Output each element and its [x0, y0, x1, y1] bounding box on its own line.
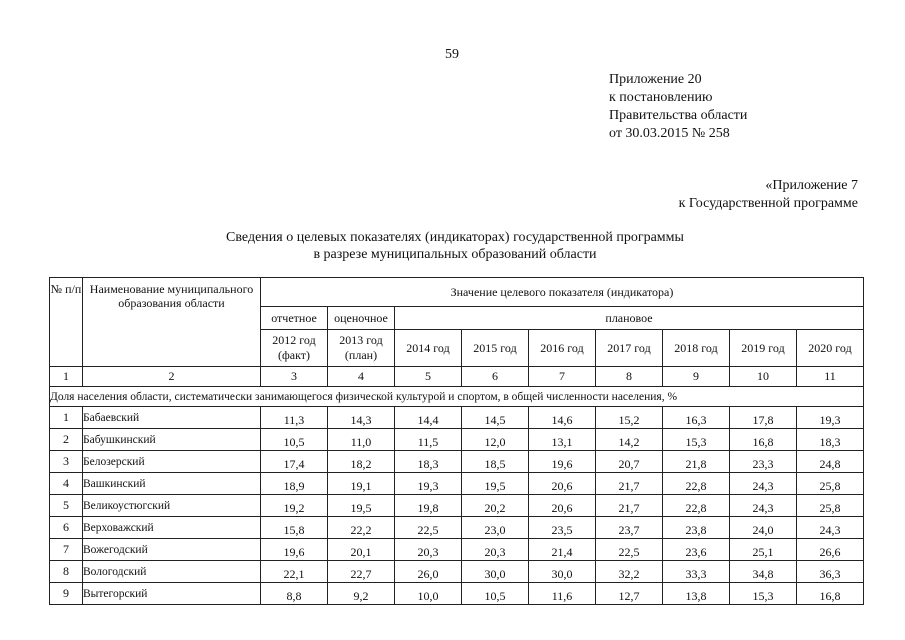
indicator-value: 14,5 — [462, 407, 529, 429]
header-year: 2013 год (план) — [328, 330, 395, 367]
indicator-value: 18,5 — [462, 451, 529, 473]
indicator-value: 25,1 — [730, 539, 797, 561]
indicator-value: 15,2 — [596, 407, 663, 429]
column-number-cell: 6 — [462, 367, 529, 387]
indicator-value: 22,1 — [261, 561, 328, 583]
appendix-line: Приложение 20 — [609, 72, 702, 87]
indicator-value: 10,5 — [462, 583, 529, 605]
indicator-value: 11,3 — [261, 407, 328, 429]
indicator-value: 14,6 — [529, 407, 596, 429]
section-title: Доля населения области, систематически занимающегося физической культурой и спортом, в общей численности населения, % — [50, 387, 864, 407]
indicator-value: 8,8 — [261, 583, 328, 605]
table-row — [50, 517, 864, 539]
indicator-value: 23,6 — [663, 539, 730, 561]
appendix7-line: к Государственной программе — [678, 196, 858, 211]
indicator-value: 26,6 — [797, 539, 864, 561]
indicator-value: 19,6 — [529, 451, 596, 473]
indicator-value: 14,4 — [395, 407, 462, 429]
table-row — [50, 407, 864, 429]
indicator-value: 21,8 — [663, 451, 730, 473]
indicator-value: 34,8 — [730, 561, 797, 583]
header-year: 2012 год (факт) — [261, 330, 328, 367]
indicator-value: 21,4 — [529, 539, 596, 561]
indicator-value: 23,3 — [730, 451, 797, 473]
indicator-value: 19,5 — [462, 473, 529, 495]
column-number-cell: 1 — [50, 367, 83, 387]
indicator-value: 14,2 — [596, 429, 663, 451]
municipality-name: Вашкинский — [83, 473, 261, 495]
indicator-value: 24,8 — [797, 451, 864, 473]
indicator-value: 23,8 — [663, 517, 730, 539]
header-estimated: оценочное — [328, 307, 395, 330]
header-value-group: Значение целевого показателя (индикатора) — [261, 278, 864, 307]
indicator-value: 20,1 — [328, 539, 395, 561]
indicator-value: 15,3 — [663, 429, 730, 451]
indicator-value: 17,8 — [730, 407, 797, 429]
row-number: 8 — [50, 561, 83, 583]
header-year: 2018 год — [663, 330, 730, 367]
indicator-value: 18,9 — [261, 473, 328, 495]
indicator-value: 22,8 — [663, 495, 730, 517]
indicator-value: 11,5 — [395, 429, 462, 451]
indicator-value: 24,3 — [730, 495, 797, 517]
municipality-name: Великоустюгский — [83, 495, 261, 517]
row-number: 1 — [50, 407, 83, 429]
municipality-name: Верховажский — [83, 517, 261, 539]
appendix-block — [609, 71, 747, 143]
column-number-cell: 3 — [261, 367, 328, 387]
indicator-value: 30,0 — [529, 561, 596, 583]
column-number-cell: 9 — [663, 367, 730, 387]
municipality-name: Бабаевский — [83, 407, 261, 429]
document-title — [180, 229, 730, 263]
indicator-value: 36,3 — [797, 561, 864, 583]
indicator-value: 13,8 — [663, 583, 730, 605]
municipality-name: Белозерский — [83, 451, 261, 473]
indicator-value: 21,7 — [596, 495, 663, 517]
municipality-name: Вологодский — [83, 561, 261, 583]
header-num: № п/п — [50, 278, 83, 367]
table-row — [50, 539, 864, 561]
row-number: 6 — [50, 517, 83, 539]
indicator-value: 18,3 — [395, 451, 462, 473]
indicator-value: 26,0 — [395, 561, 462, 583]
indicator-value: 19,6 — [261, 539, 328, 561]
table-row — [50, 495, 864, 517]
column-number-cell: 10 — [730, 367, 797, 387]
table-row — [50, 473, 864, 495]
indicator-value: 23,7 — [596, 517, 663, 539]
row-number: 4 — [50, 473, 83, 495]
column-number-cell: 8 — [596, 367, 663, 387]
indicator-value: 11,6 — [529, 583, 596, 605]
indicator-value: 16,8 — [730, 429, 797, 451]
indicator-value: 24,3 — [730, 473, 797, 495]
indicator-value: 11,0 — [328, 429, 395, 451]
indicator-value: 14,3 — [328, 407, 395, 429]
appendix7-line: «Приложение 7 — [765, 178, 858, 193]
indicator-value: 17,4 — [261, 451, 328, 473]
appendix7-block — [679, 177, 858, 213]
column-number-cell: 5 — [395, 367, 462, 387]
municipality-name: Бабушкинский — [83, 429, 261, 451]
municipality-name: Вытегорский — [83, 583, 261, 605]
indicator-value: 24,0 — [730, 517, 797, 539]
indicator-value: 16,3 — [663, 407, 730, 429]
indicator-value: 22,8 — [663, 473, 730, 495]
header-reported: отчетное — [261, 307, 328, 330]
indicator-value: 22,2 — [328, 517, 395, 539]
indicator-value: 18,3 — [797, 429, 864, 451]
row-number: 7 — [50, 539, 83, 561]
row-number: 9 — [50, 583, 83, 605]
indicator-value: 24,3 — [797, 517, 864, 539]
title-line: в разрезе муниципальных образований области — [313, 247, 597, 262]
column-number-cell: 2 — [83, 367, 261, 387]
indicator-value: 22,5 — [596, 539, 663, 561]
appendix-line: Правительства области — [609, 108, 748, 123]
indicator-value: 19,3 — [797, 407, 864, 429]
indicator-value: 19,5 — [328, 495, 395, 517]
indicator-value: 32,2 — [596, 561, 663, 583]
indicator-value: 22,7 — [328, 561, 395, 583]
indicator-value: 9,2 — [328, 583, 395, 605]
title-line: Сведения о целевых показателях (индикаторах) государственной программы — [226, 230, 684, 245]
row-number: 2 — [50, 429, 83, 451]
indicator-value: 20,7 — [596, 451, 663, 473]
table-row — [50, 429, 864, 451]
header-year: 2017 год — [596, 330, 663, 367]
indicator-value: 10,5 — [261, 429, 328, 451]
indicator-value: 20,3 — [395, 539, 462, 561]
header-year: 2014 год — [395, 330, 462, 367]
header-planned: плановое — [395, 307, 864, 330]
indicator-value: 10,0 — [395, 583, 462, 605]
indicator-value: 23,5 — [529, 517, 596, 539]
indicator-value: 21,7 — [596, 473, 663, 495]
indicator-value: 19,3 — [395, 473, 462, 495]
column-number-cell: 4 — [328, 367, 395, 387]
table-row — [50, 451, 864, 473]
column-number-row — [50, 367, 864, 387]
indicator-value: 23,0 — [462, 517, 529, 539]
appendix-line: от 30.03.2015 № 258 — [609, 126, 730, 141]
column-number-cell: 7 — [529, 367, 596, 387]
indicator-value: 20,6 — [529, 473, 596, 495]
header-year: 2016 год — [529, 330, 596, 367]
column-number-cell: 11 — [797, 367, 864, 387]
row-number: 5 — [50, 495, 83, 517]
table-row — [50, 561, 864, 583]
indicator-value: 30,0 — [462, 561, 529, 583]
indicator-value: 25,8 — [797, 495, 864, 517]
indicator-value: 19,2 — [261, 495, 328, 517]
indicator-value: 15,3 — [730, 583, 797, 605]
indicator-value: 20,3 — [462, 539, 529, 561]
indicator-value: 20,2 — [462, 495, 529, 517]
indicators-table — [49, 277, 864, 605]
appendix-line: к постановлению — [609, 90, 713, 105]
indicator-value: 18,2 — [328, 451, 395, 473]
indicator-value: 12,0 — [462, 429, 529, 451]
indicator-value: 33,3 — [663, 561, 730, 583]
indicator-value: 13,1 — [529, 429, 596, 451]
indicator-value: 25,8 — [797, 473, 864, 495]
indicator-value: 19,8 — [395, 495, 462, 517]
table-body — [50, 407, 864, 605]
header-name: Наименование муниципального образования области — [83, 278, 261, 367]
indicator-value: 16,8 — [797, 583, 864, 605]
row-number: 3 — [50, 451, 83, 473]
indicator-value: 12,7 — [596, 583, 663, 605]
indicator-value: 20,6 — [529, 495, 596, 517]
header-year: 2015 год — [462, 330, 529, 367]
indicator-value: 15,8 — [261, 517, 328, 539]
indicator-value: 19,1 — [328, 473, 395, 495]
header-year: 2020 год — [797, 330, 864, 367]
municipality-name: Вожегодский — [83, 539, 261, 561]
indicator-value: 22,5 — [395, 517, 462, 539]
page-number: 59 — [445, 47, 459, 62]
table-row — [50, 583, 864, 605]
header-year: 2019 год — [730, 330, 797, 367]
